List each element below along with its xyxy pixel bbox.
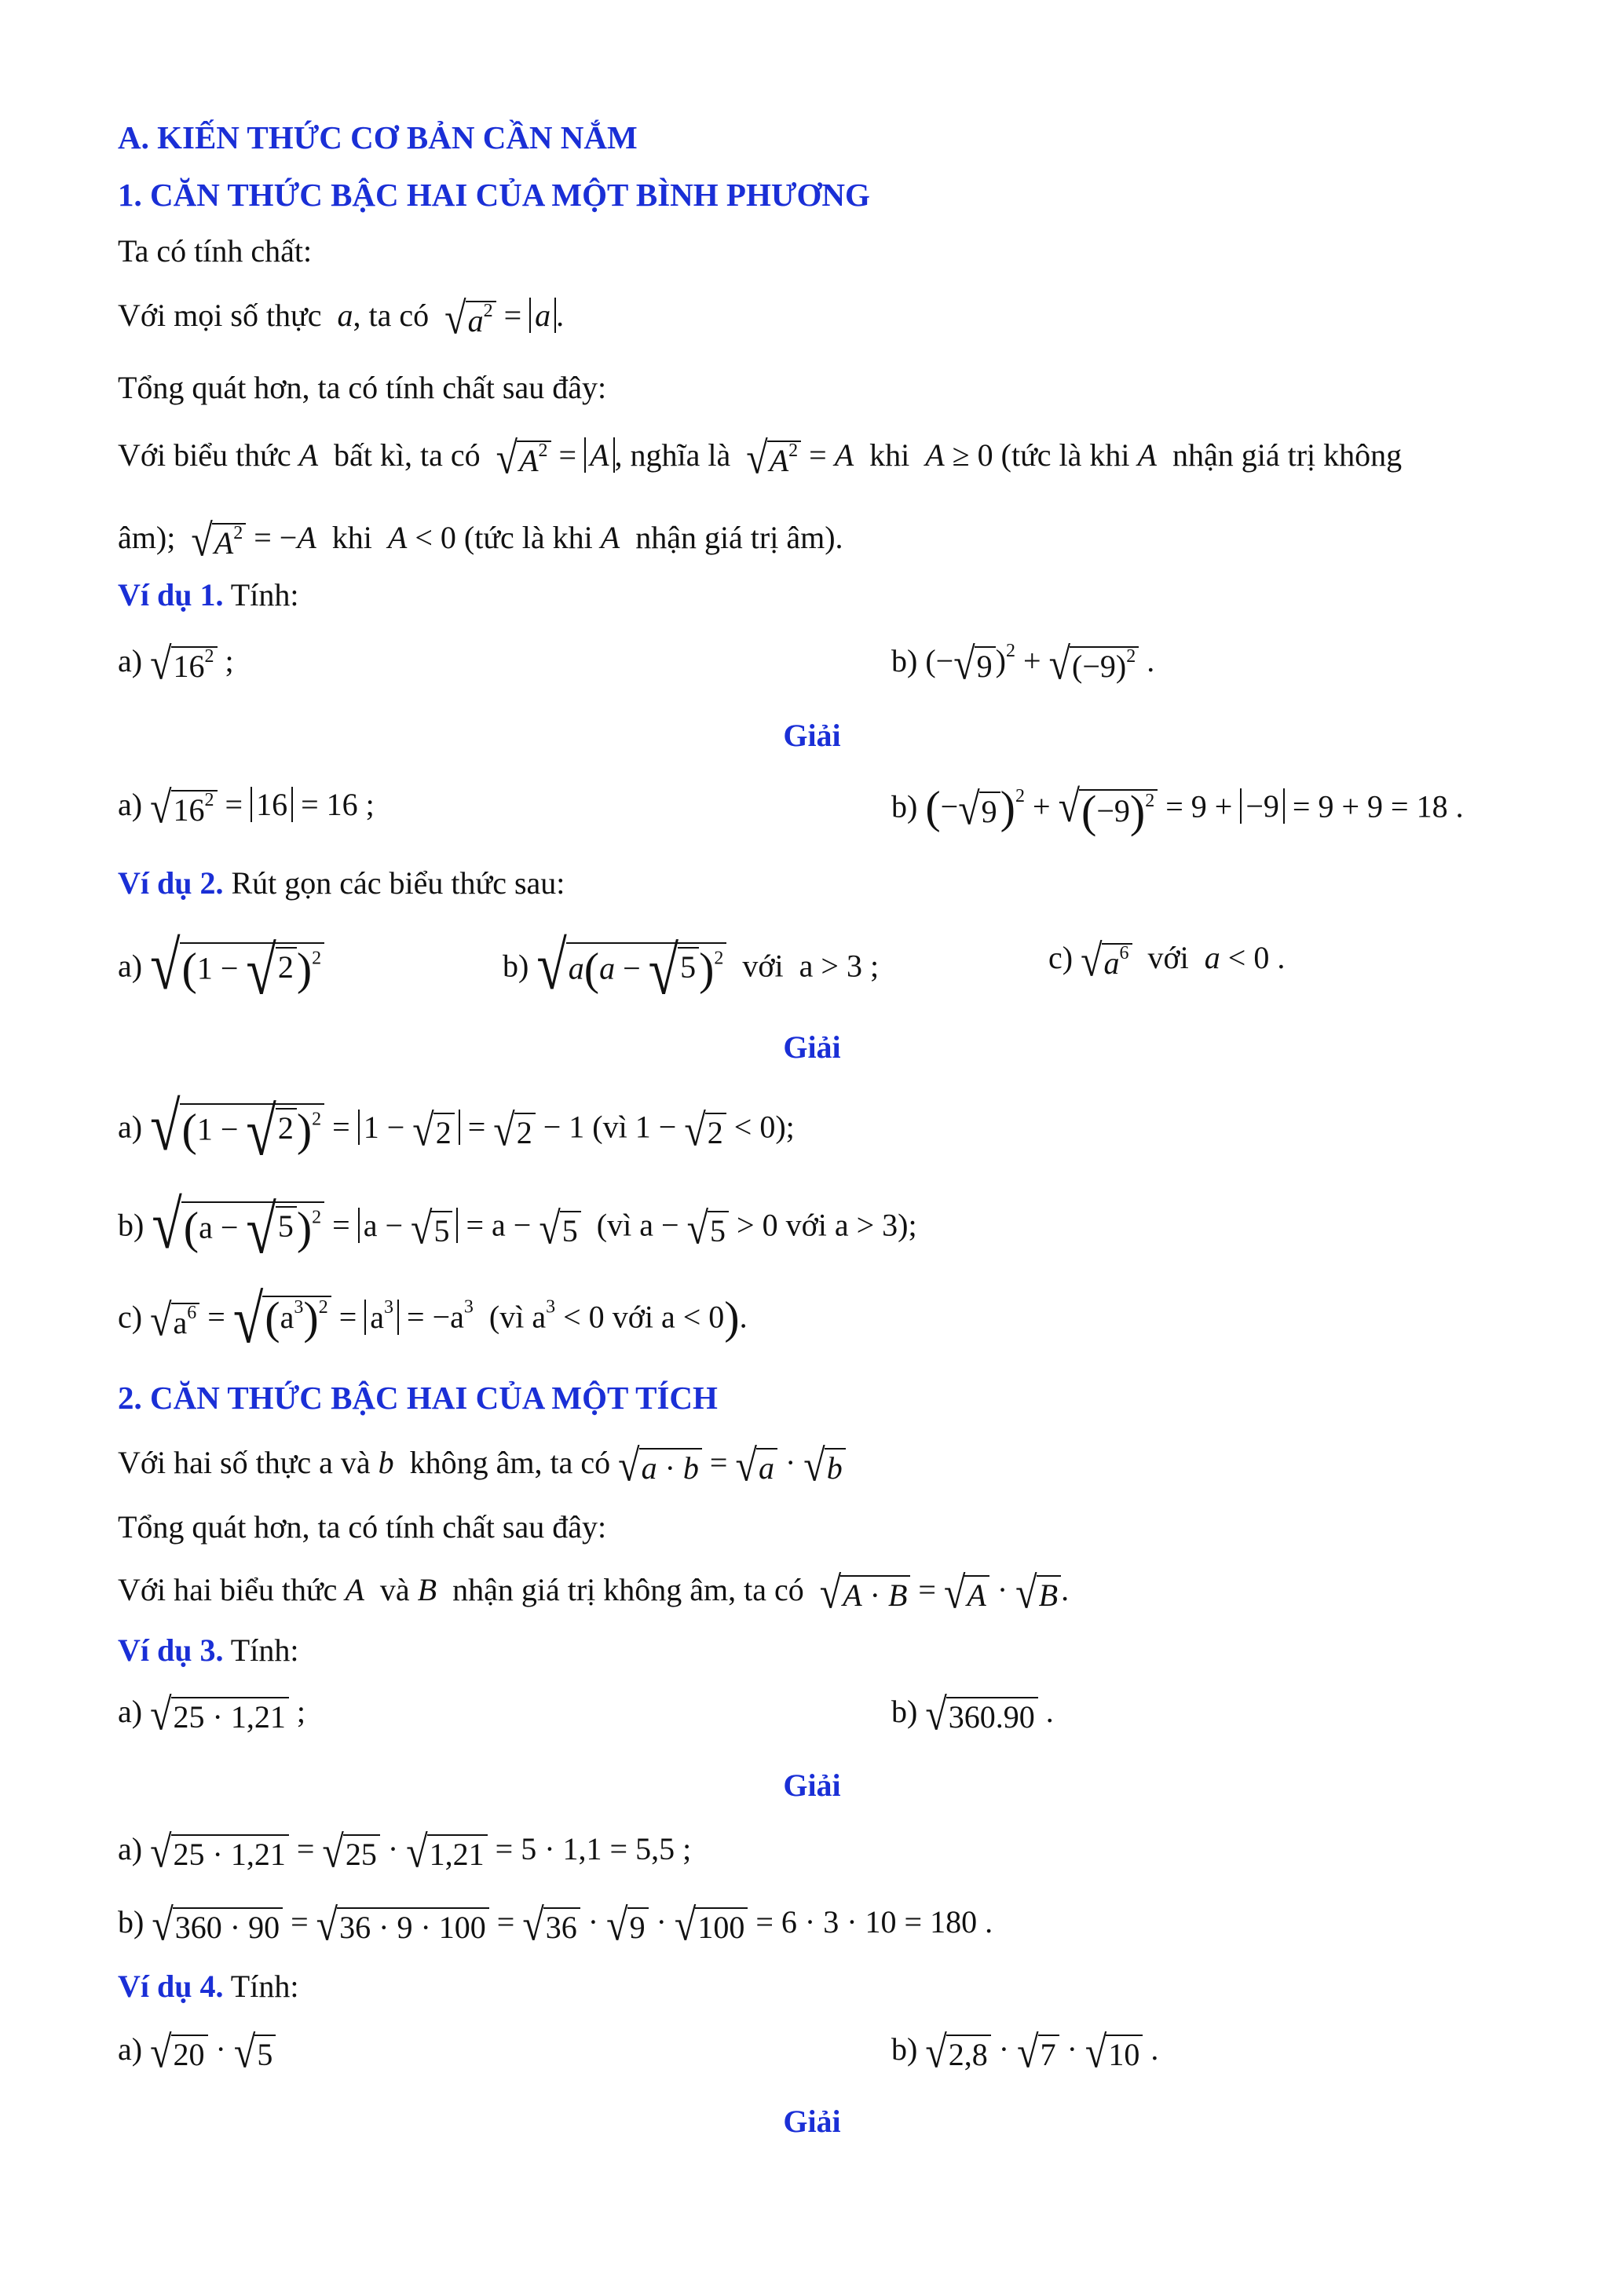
example2-solution-label: Giải [783,1029,841,1065]
example3-solution-label: Giải [783,1768,841,1803]
example1-solution-label: Giải [783,718,841,753]
example2-solution-a: a) √ (1 − √ 2 )$^2$ = 1 − √ 2 = √ 2 − 1 (vì 1 − √ 2 < 0); [118,1089,795,1171]
example2-problems: a) √ (1 − √ 2 )$^2$ b) √ a(a − √ 5 )$^2$ với a > 3 ; c) √ $a^6$ với a < 0 . [118,928,1286,1010]
example3-b: b) √ 360.90 . [891,1688,1054,1739]
section2-general: Tổng quát hơn, ta có tính chất sau đây: [118,1509,607,1545]
example4-heading: Ví dụ 4. Tính: [118,1969,299,2004]
main-heading: A. KIẾN THỨC CƠ BẢN CẦN NẮM [118,119,638,155]
example2-c: c) √ $a^6$ với a < 0 . [1048,934,1286,985]
example1-b: b) (− √ 9 )$^2$ + √ $(-9)^2$ . [891,638,1155,689]
section1-general: Tổng quát hơn, ta có tính chất sau đây: [118,370,607,405]
section1-property: Với mọi số thực a, ta có √ $a^2$ = a . [118,292,565,343]
section2-title: 2. CĂN THỨC BẬC HAI CỦA MỘT TÍCH [118,1380,718,1416]
section2-general-formula: Với hai biểu thức A và B nhận giá trị không âm, ta có √ A · B = √ A · √ B . [118,1567,1070,1618]
example3-problems: a) √ 25 · 1,21 ; b) √ 360.90 . [118,1688,1054,1739]
example4-problems: a) √ 20 · √ 5 b) √ 2,8 · √ 7 · √ 10 . [118,2026,1159,2077]
example2-solution-b: b) √ (a − √ 5 )$^2$ = a − √ 5 = a − √ 5 (vì a − √ 5 > 0 với a > 3); [118,1187,917,1269]
section1-title: 1. CĂN THỨC BẬC HAI CỦA MỘT BÌNH PHƯƠNG [118,177,870,213]
example3-solution-a: a) √ 25 · 1,21 = √ 25 · √ 1,21 = 5 · 1,1 = 5,5 ; [118,1826,692,1877]
section1-general-formula: Với biểu thức A bất kì, ta có √ $A^2$ = A , nghĩa là √ $A^2$ = A khi A ≥ 0 (tức là khi A nhận giá trị không [118,432,1403,483]
section2-property: Với hai số thực a và b không âm, ta có √ a · b = √ a · √ b [118,1447,1522,1484]
sqrt-a-squared: √ $a^2$ [444,301,496,337]
example2-heading: Ví dụ 2. Rút gọn các biểu thức sau: [118,865,565,901]
example1-solutions: a) √ $16^2$ = 16 = 16 ; b) (− √ 9 )$^2$ + √ $(-9)^2$ = 9 + −9 = 9 + 9 = 18 . [118,781,1464,837]
example1-b-solution: b) (− √ 9 )$^2$ + √ $(-9)^2$ = 9 + −9 = 9 + 9 = 18 . [891,781,1464,837]
example4-b: b) √ 2,8 · √ 7 · √ 10 . [891,2026,1159,2077]
example2-b: b) √ a(a − √ 5 )$^2$ với a > 3 ; [503,928,880,1010]
section1-intro: Ta có tính chất: [118,233,313,269]
example1-heading: Ví dụ 1. Tính: [118,577,299,612]
example2-solution-c: c) √ $a^6$ = √ $(a^3)^2$ = $a^3 = -a^3$ (vì $a^3 < 0$ với a < 0). [118,1282,748,1358]
section1-general-formula-2: âm); √ $A^2$ = −A khi A < 0 (tức là khi A nhận giá trị âm). [118,514,843,565]
example3-solution-b: b) √ 360 · 90 = √ 36 · 9 · 100 = √ 36 · √ 9 · √ 100 = 6 · 3 · 10 = 180 . [118,1899,993,1950]
example1-problems: a) √ $16^2$ ; b) (− √ 9 )$^2$ + √ $(-9)^2$ . [118,638,1155,689]
example3-heading: Ví dụ 3. Tính: [118,1632,299,1668]
example4-solution-label: Giải [783,2104,841,2139]
